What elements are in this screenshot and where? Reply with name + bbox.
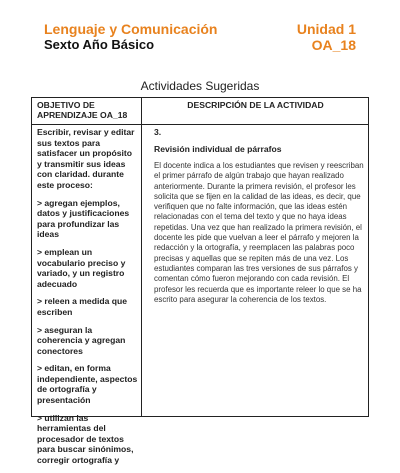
objective-intro: Escribir, revisar y editar sus textos para satisfacer un propósito y transmitir sus ideas con claridad. durante este proceso: <box>37 127 135 190</box>
objective-item: > agregan ejemplos, datos y justificaciones para profundizar las ideas <box>37 197 130 240</box>
activity-number: 3. <box>154 127 162 137</box>
objective-item: > emplean un vocabulario preciso y variado, y un registro adecuado <box>37 246 126 289</box>
objective-item: > editan, en forma independiente, aspectos de ortografía y presentación <box>37 363 138 406</box>
subject-title: Lenguaje y Comunicación <box>44 21 218 37</box>
objective-cell <box>37 127 138 473</box>
header-divider <box>32 124 368 125</box>
unit-label: Unidad 1 <box>296 21 356 37</box>
activity-title: Revisión individual de párrafos <box>154 144 282 154</box>
grade-level: Sexto Año Básico <box>44 37 155 52</box>
objective-item: > utilizan las herramientas del procesador de textos para buscar sinónimos, corregir ortografía y <box>37 412 134 466</box>
activity-description: El docente indica a los estudiantes que revisen y reescriban el primer párrafo de algún trabajo que hayan realizado anteriormente. Durante la primera revisión, el profesor les solicita que se fijen en la calidad de las ideas, es decir, que verifiquen que no falte información, que las ideas estén relacionadas con el tema del texto y que no haya ideas repetidas. Una vez que han realizado la primera revisión, el docente les pide que vuelvan a leer el párrafo y mejoren la redacción y la ortografía, y reemplacen las palabras poco precisas y aquellas que se repiten más de una vez. Los estudiantes comparan las tres versiones de sus párrafos y comentan cómo fueron mejorando con cada revisión. El profesor les recuerda que es importante releer lo que se ha escrito para asegurar la coherencia de los textos. <box>154 161 364 304</box>
section-title: Actividades Sugeridas <box>140 79 260 93</box>
objective-item: > releen a medida que escriben <box>37 296 128 317</box>
description-cell <box>154 127 364 305</box>
objective-item: > aseguran la coherencia y agregan conectores <box>37 324 126 356</box>
activities-table <box>31 97 369 466</box>
description-column-header: DESCRIPCIÓN DE LA ACTIVIDAD <box>187 100 324 110</box>
objective-column-header: OBJETIVO DE APRENDIZAJE OA_18 <box>37 100 128 120</box>
objective-code: OA_18 <box>311 37 356 53</box>
page-header <box>0 0 400 60</box>
column-divider <box>141 98 142 416</box>
